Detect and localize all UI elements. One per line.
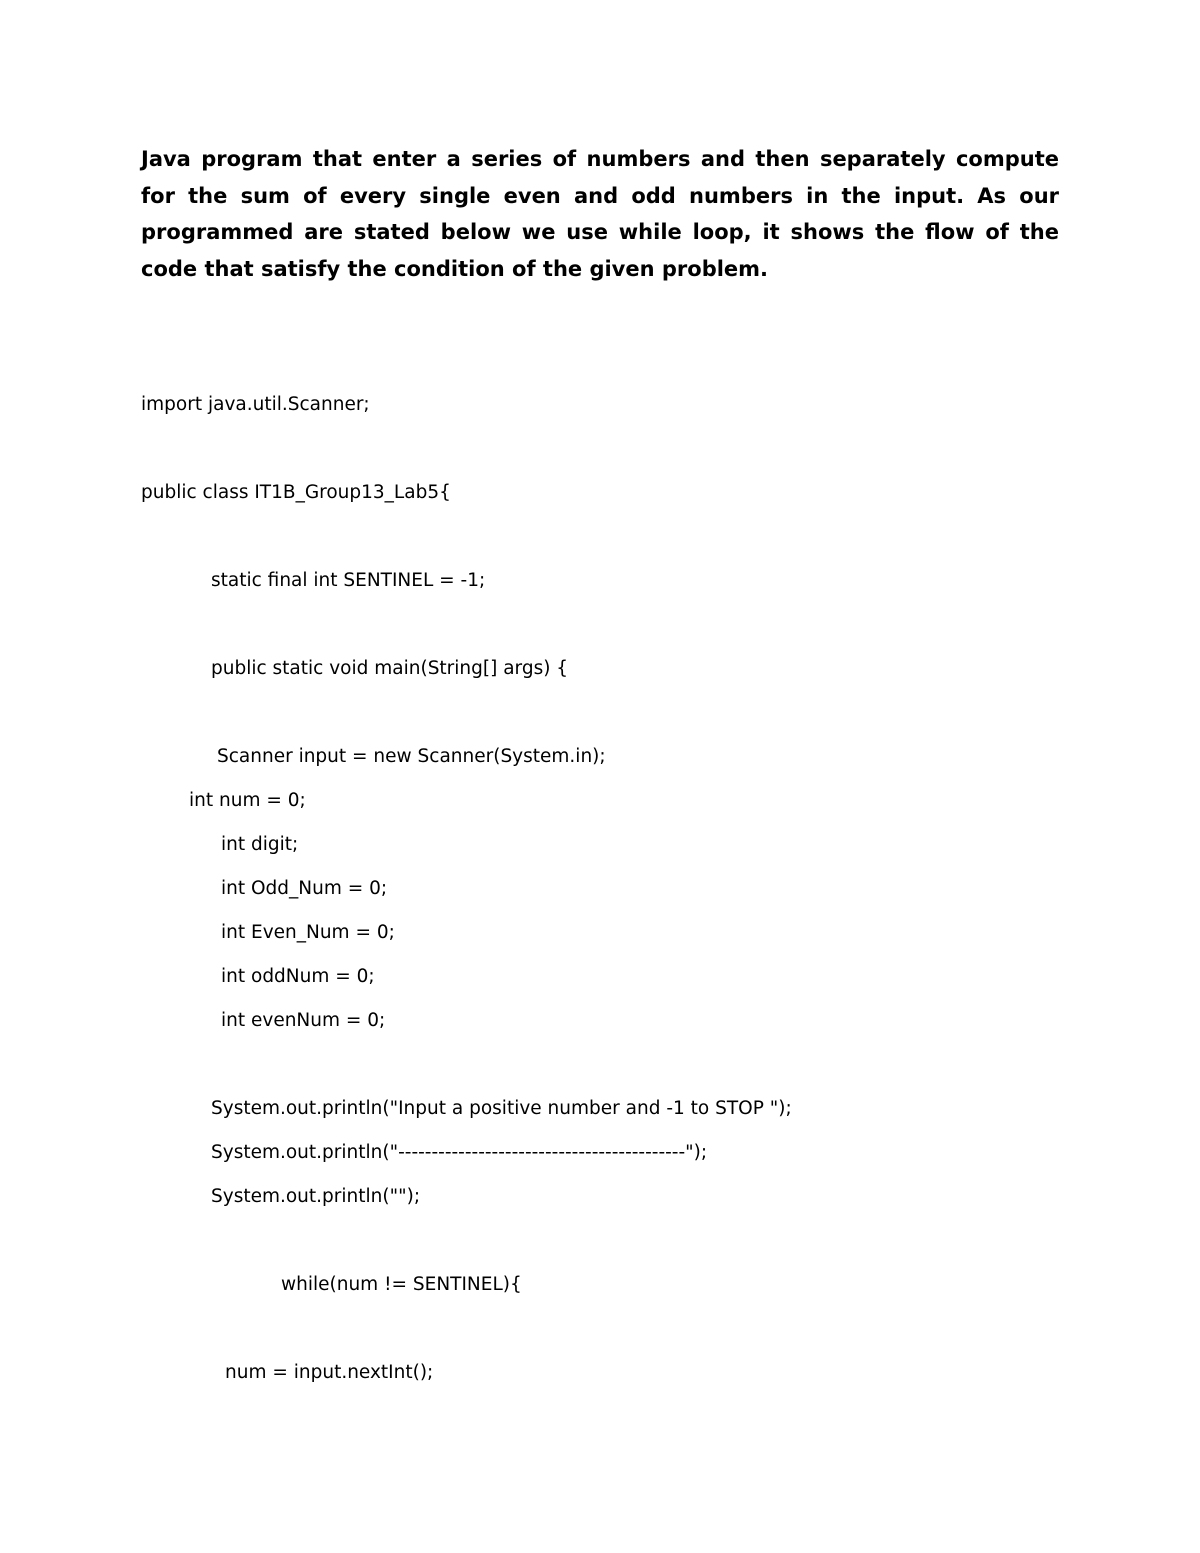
- code-line-println-divider: System.out.println("-------------------------------------------");: [211, 1142, 708, 1163]
- code-line-num: int num = 0;: [189, 790, 306, 811]
- intro-paragraph: Java program that enter a series of numbers and then separately compute for the sum of every single even and odd numbers in the input. As our programmed are stated below we use while loop, it shows the flow of the code that satisfy the condition of the given problem.: [141, 147, 1059, 281]
- code-line-next-int: num = input.nextInt();: [225, 1362, 434, 1383]
- code-line-even-num: int Even_Num = 0;: [221, 922, 395, 943]
- code-line-import: import java.util.Scanner;: [141, 394, 370, 415]
- code-line-digit: int digit;: [221, 834, 299, 855]
- code-line-println-empty: System.out.println("");: [211, 1186, 421, 1207]
- code-line-evennum: int evenNum = 0;: [221, 1010, 386, 1031]
- code-line-while: while(num != SENTINEL){: [281, 1274, 522, 1295]
- code-line-oddnum: int oddNum = 0;: [221, 966, 375, 987]
- code-line-sentinel: static final int SENTINEL = -1;: [211, 570, 486, 591]
- code-line-class-declaration: public class IT1B_Group13_Lab5{: [141, 482, 451, 503]
- code-line-scanner: Scanner input = new Scanner(System.in);: [217, 746, 606, 767]
- code-line-odd-num: int Odd_Num = 0;: [221, 878, 388, 899]
- code-line-println-prompt: System.out.println("Input a positive number and -1 to STOP ");: [211, 1098, 792, 1119]
- code-line-main-method: public static void main(String[] args) {: [211, 658, 569, 679]
